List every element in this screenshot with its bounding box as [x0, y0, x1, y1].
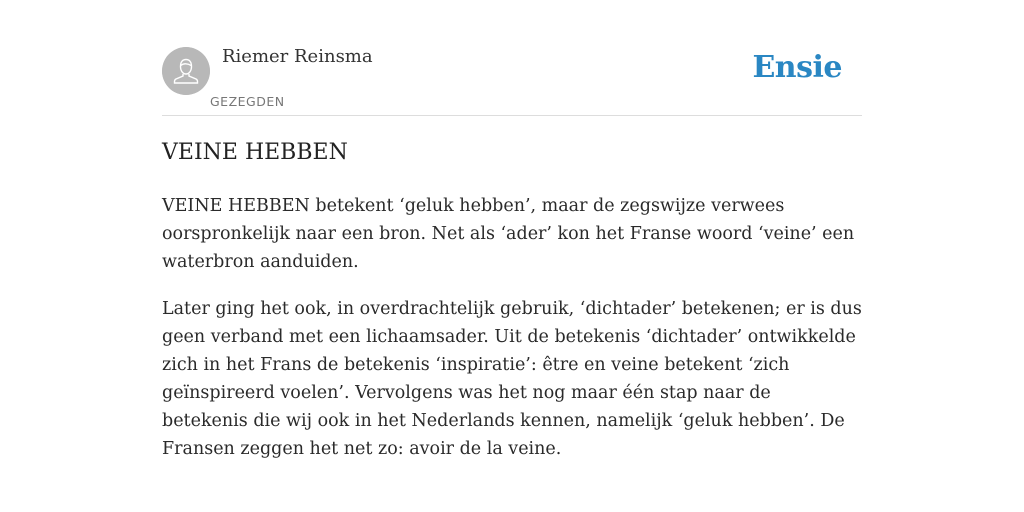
article-paragraph-1: VEINE HEBBEN betekent ‘geluk hebben’, maar de zegswijze verwees oorspronkelijk naar een bron. Net als ‘ader’ kon het Franse woord ‘veine’ een waterbron aanduiden. — [162, 196, 855, 272]
ensie-logo[interactable]: Ensie — [752, 50, 842, 85]
category-label[interactable]: GEZEGDEN — [210, 94, 285, 109]
author-name[interactable]: Riemer Reinsma — [222, 46, 373, 67]
article-page — [162, 0, 862, 459]
article-header — [162, 0, 862, 116]
user-avatar-icon[interactable] — [162, 47, 210, 95]
article-paragraph-2: Later ging het ook, in overdrachtelijk gebruik, ‘dichtader’ betekenen; er is dus geen verband met een lichaamsader. Uit de betekenis ‘dichtader’ ontwikkelde zich in het Frans de betekenis ‘inspiratie’: être en veine betekent ‘zich geïnspireerd voelen’. Vervolgens was het nog maar één stap naar de betekenis die wij ook in het Nederlands kennen, namelijk ‘geluk hebben’. De Fransen zeggen het net zo: avoir de la veine. — [162, 299, 862, 459]
article-body — [162, 192, 862, 482]
avatar-silhouette — [162, 47, 210, 95]
article-title: VEINE HEBBEN — [162, 140, 348, 165]
